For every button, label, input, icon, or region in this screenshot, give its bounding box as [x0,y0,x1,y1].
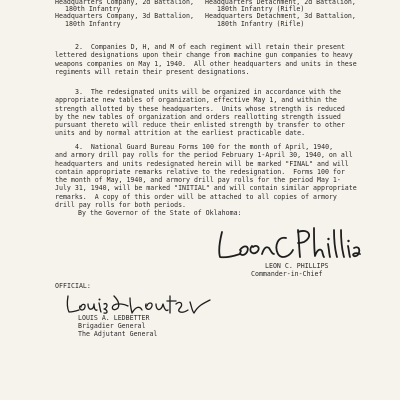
adjutant-signature-image [64,292,214,316]
unit-line: Headquarters Detachment, 2d Battalion, [205,0,356,6]
authority-line: By the Governor of the State of Oklahoma: [78,209,242,217]
governor-signature-image [214,224,364,266]
unit-list-right [205,0,356,28]
paragraph-line: weapons companies on May 1, 1940. All other headquarters and units in these [55,59,357,68]
adjutant-rank: Brigadier General [78,322,146,330]
unit-line: 180th Infantry (Rifle) [217,19,305,28]
official-label: OFFICIAL: [55,282,91,290]
paragraph-line: appropriate new tables of organization, effective May 1, and within the [55,96,337,105]
paragraph-line: 4. National Guard Bureau Forms 100 for the month of April, 1940, [75,143,334,151]
paragraph-line: and armory drill pay rolls for the period February 1-April 30, 1940, on all [55,151,353,160]
paragraph-line: the month of May, 1940, and armory drill pay rolls for the period May 1- [55,176,341,185]
adjutant-name: LOUIS A. LEDBETTER [78,314,150,322]
paragraph-line: pursuant thereto will reduce their enlisted strength by transfer to other [55,121,345,130]
paragraph-line: 3. The redesignated units will be organized in accordance with the [75,88,341,96]
paragraph-line: headquarters and units redesignated herein will be marked "FINAL" and will [55,159,349,168]
paragraph-line: regiments will retain their present designations. [55,67,250,76]
paragraph-line: units and by normal attrition at the earliest practicable date. [55,129,306,138]
unit-line: 180th Infantry (Rifle) [217,5,305,14]
paragraph-line: July 31, 1940, will be marked "INITIAL" and will contain similar appropriate [55,184,357,193]
adjutant-title: The Adjutant General [78,330,158,338]
governor-signature-block [251,262,329,278]
paragraph-3 [55,88,385,138]
unit-line: 180th Infantry [65,5,121,14]
governor-title: Commander-in-Chief [251,270,323,278]
paragraph-line: 2. Companies D, H, and M of each regiment will retain their present [75,43,345,51]
paragraph-line: lettered designations upon their change from machine gun companies to heavy [55,51,353,60]
paragraph-line: remarks. A copy of this order will be attached to all copies of armory [55,192,337,201]
governor-name: LEON C. PHILLIPS [265,262,329,270]
paragraph-4 [55,143,385,209]
paragraph-2 [55,43,385,76]
paragraph-line: by the new tables of organization and orders reallotting strength issued [55,112,341,121]
unit-line: Headquarters Company, 3d Battalion, [55,12,194,21]
unit-line: Headquarters Company, 2d Battalion, [55,0,194,6]
adjutant-signature-block [78,314,157,338]
unit-line: Headquarters Detachment, 3d Battalion, [205,12,356,21]
unit-line: 180th Infantry [65,19,121,28]
paragraph-line: strength allotted by these headquarters. Units whose strength is reduced [55,104,345,113]
paragraph-line: drill pay rolls for both periods. [55,201,187,210]
unit-list-left [55,0,194,28]
paragraph-line: contain appropriate remarks relative to the redesignation. Forms 100 for [55,167,345,176]
